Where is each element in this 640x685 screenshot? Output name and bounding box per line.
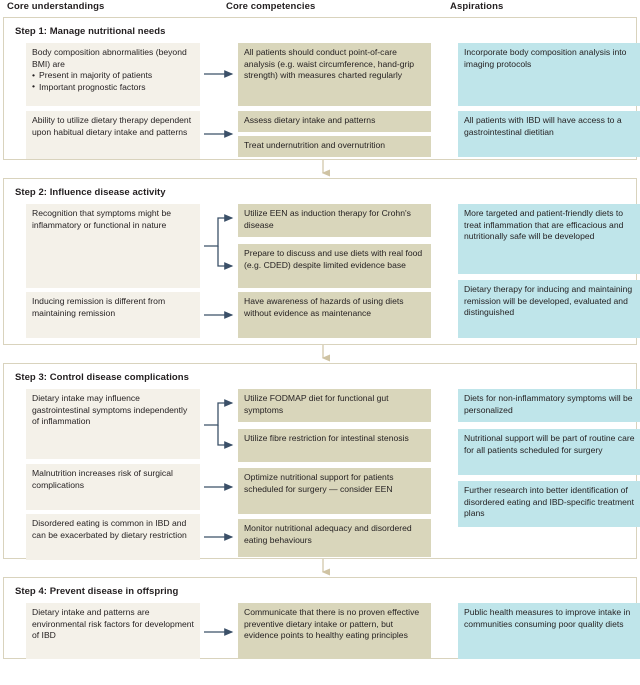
competency-box: Monitor nutritional adequacy and disordered eating behaviours [238,519,431,557]
understanding-box: Dietary intake may influence gastrointestinal symptoms independently of inflammation [26,389,200,459]
competency-box: Have awareness of hazards of using diets without evidence as maintenance [238,292,431,338]
understanding-box [26,43,200,106]
step-4-rows [10,603,630,659]
aspiration-box: Nutritional support will be part of routine care for all patients scheduled for surgery [458,429,640,475]
column-header-core-understandings: Core understandings [7,1,105,12]
understanding-box: Dietary intake and patterns are environmental risk factors for development of IBD [26,603,200,659]
step-panel-1 [3,17,637,160]
aspiration-box: Incorporate body composition analysis into imaging protocols [458,43,640,106]
step-panel-2 [3,178,637,345]
step-3-rows [10,389,635,558]
aspiration-box: Further research into better identification of disordered eating and IBD-specific treatment plans [458,481,640,527]
competency-box: Treat undernutrition and overnutrition [238,136,431,157]
competency-box: Optimize nutritional support for patients scheduled for surgery — consider EEN [238,468,431,514]
understanding-box: Recognition that symptoms might be inflammatory or functional in nature [26,204,200,288]
competency-box: Assess dietary intake and patterns [238,111,431,132]
bullet-item: • Important prognostic factors [32,82,194,94]
competency-box: Communicate that there is no proven effective preventive dietary intake or pattern, but evidence points to healthy eating principles [238,603,431,659]
aspiration-box: More targeted and patient-friendly diets to treat inflammation that are efficacious and nutritionally safe will be developed [458,204,640,274]
step-title-3: Step 3: Control disease complications [15,372,189,383]
step-panel-4 [3,577,637,659]
step-1-rows [10,43,630,159]
step-title-1: Step 1: Manage nutritional needs [15,26,166,37]
column-header-aspirations: Aspirations [450,1,504,12]
steps-container [0,17,640,659]
understanding-box: Malnutrition increases risk of surgical complications [26,464,200,510]
column-header-core-competencies: Core competencies [226,1,316,12]
bullet-item: • Present in majority of patients [32,70,194,82]
step-connector-2-3 [3,345,637,363]
step-title-4: Step 4: Prevent disease in offspring [15,586,179,597]
understanding-box: Inducing remission is different from maintaining remission [26,292,200,338]
step-2-rows [10,204,633,344]
aspiration-box: Diets for non-inflammatory symptoms will be personalized [458,389,640,422]
competency-box: Utilize fibre restriction for intestinal stenosis [238,429,431,462]
understanding-box: Disordered eating is common in IBD and can be exacerbated by dietary restriction [26,514,200,560]
aspiration-box: Public health measures to improve intake in communities consuming poor quality diets [458,603,640,659]
competency-box: Utilize EEN as induction therapy for Crohn's disease [238,204,431,237]
arrow-branch-up [204,218,232,246]
arrow-branch-down [218,246,232,266]
arrow-branch-up [204,403,232,425]
understanding-text: Body composition abnormalities (beyond BMI) are [32,47,187,69]
aspiration-box: Dietary therapy for inducing and maintaining remission will be developed, evaluated and distinguished [458,280,640,338]
step-connector-3-4 [3,559,637,577]
step-title-2: Step 2: Influence disease activity [15,187,166,198]
understanding-box: Ability to utilize dietary therapy dependent upon habitual dietary intake and patterns [26,111,200,159]
step-connector-1-2 [3,160,637,178]
competency-box: Utilize FODMAP diet for functional gut symptoms [238,389,431,422]
competency-box: All patients should conduct point-of-care analysis (e.g. waist circumference, hand-grip strength) with measures charted regularly [238,43,431,106]
competency-box: Prepare to discuss and use diets with real food (e.g. CDED) despite limited evidence base [238,244,431,288]
step-panel-3 [3,363,637,559]
column-headers [0,0,640,17]
aspiration-box: All patients with IBD will have access to a gastrointestinal dietitian [458,111,640,157]
arrow-branch-down [218,425,232,445]
understanding-bullets [32,70,194,93]
